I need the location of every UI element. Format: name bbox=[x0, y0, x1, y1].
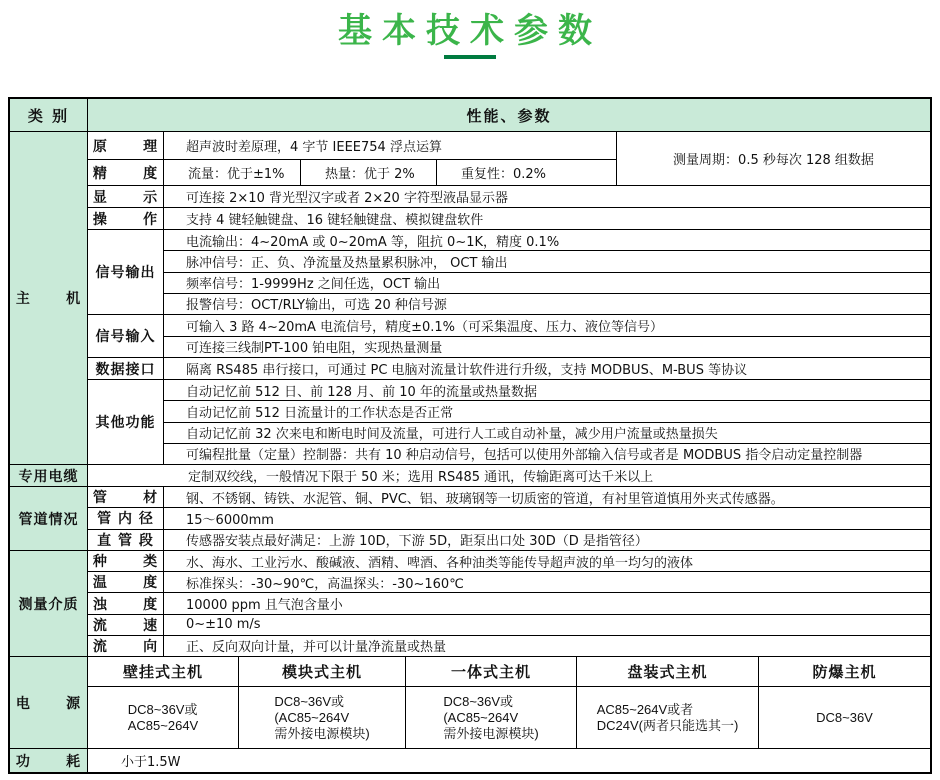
section-power bbox=[10, 656, 930, 748]
host-signal-input-group bbox=[88, 314, 930, 357]
accuracy-repeatability: 重复性：0.2% bbox=[436, 160, 616, 185]
header-category: 类 别 bbox=[10, 99, 87, 131]
other-functions-memory-data: 自动记忆前 512 日、前 128 月、前 10 年的流量或热量数据 bbox=[186, 384, 537, 400]
power-value-explosion-proof bbox=[758, 687, 930, 748]
power-line: AC85~264V bbox=[127, 717, 199, 733]
other-functions-label: 其他功能 bbox=[95, 415, 156, 431]
section-medium bbox=[10, 550, 930, 656]
host-label: 主 机 bbox=[10, 132, 87, 464]
power-line: DC24V(两者只能选其一) bbox=[596, 717, 739, 733]
signal-output-pulse: 脉冲信号：正、负、净流量及热量累积脉冲， OCT 输出 bbox=[164, 250, 930, 271]
consumption-value: 小于1.5W bbox=[87, 749, 930, 772]
power-value-panel-mounted bbox=[576, 687, 758, 748]
power-header-panel-mounted: 盘装式主机 bbox=[576, 657, 758, 686]
medium-velocity-row bbox=[88, 614, 930, 635]
section-consumption bbox=[10, 748, 930, 772]
page-header bbox=[0, 0, 940, 59]
pipe-rows bbox=[87, 487, 930, 550]
host-operation-row bbox=[88, 207, 930, 229]
pipe-straight-row bbox=[88, 529, 930, 550]
pipe-straight-value: 传感器安装点最好满足：上游 10D，下游 5D，距泵出口处 30D（D 是指管径） bbox=[163, 530, 930, 550]
pipe-material-label: 管 材 bbox=[92, 490, 159, 507]
medium-velocity-label: 流 速 bbox=[92, 617, 159, 634]
title-underline bbox=[444, 55, 496, 59]
section-host bbox=[10, 131, 930, 464]
power-value-wall-mounted bbox=[88, 687, 238, 748]
host-body bbox=[87, 132, 930, 464]
power-header-row bbox=[88, 657, 930, 686]
power-line: DC8~36V或 bbox=[443, 693, 514, 709]
medium-velocity-value: 0~±10 m/s bbox=[163, 615, 930, 635]
power-header-explosion-proof: 防爆主机 bbox=[758, 657, 930, 686]
pipe-material-row bbox=[88, 487, 930, 507]
principle-label: 原 理 bbox=[92, 138, 159, 155]
signal-output-current: 电流输出：4~20mA 或 0~20mA 等，阻抗 0~1K，精度 0.1% bbox=[186, 234, 560, 250]
host-other-functions-group bbox=[88, 379, 930, 464]
power-value-modular bbox=[238, 687, 405, 748]
signal-output-frequency: 频率信号：1-9999Hz 之间任选，OCT 输出 bbox=[164, 272, 930, 293]
other-functions-memory-status: 自动记忆前 512 日流量计的工作状态是否正常 bbox=[164, 400, 930, 421]
medium-type-value: 水、海水、工业污水、酸碱液、酒精、啤酒、各种油类等能传导超声波的单一均匀的液体 bbox=[163, 551, 930, 571]
signal-input-pt100: 可连接三线制PT-100 铂电阻，实现热量测量 bbox=[164, 336, 930, 358]
principle-value: 超声波时差原理，4 字节 IEEE754 浮点运算 bbox=[186, 140, 442, 155]
power-header-wall-mounted: 壁挂式主机 bbox=[122, 663, 203, 681]
power-value-row bbox=[88, 686, 930, 748]
power-header-modular: 模块式主机 bbox=[238, 657, 405, 686]
data-interface-label: 数据接口 bbox=[95, 361, 156, 378]
medium-temperature-label: 温 度 bbox=[92, 575, 159, 592]
cable-label: 专用电缆 bbox=[10, 465, 87, 486]
host-principle-accuracy-labels bbox=[88, 132, 163, 185]
medium-direction-label: 流 向 bbox=[92, 638, 159, 655]
spec-table bbox=[8, 97, 932, 774]
pipe-diameter-label: 管 内 径 bbox=[97, 511, 154, 528]
pipe-straight-label: 直 管 段 bbox=[97, 532, 154, 549]
data-interface-value: 隔离 RS485 串行接口，可通过 PC 电脑对流量计软件进行升级，支持 MODBUS、M-BUS 等协议 bbox=[163, 358, 930, 379]
accuracy-cells bbox=[164, 159, 616, 185]
operation-label: 操 作 bbox=[92, 211, 159, 228]
accuracy-heat: 热量：优于 2% bbox=[300, 160, 436, 185]
cable-value: 定制双绞线，一般情况下限于 50 米；选用 RS485 通讯，传输距离可达千米以上 bbox=[87, 465, 930, 486]
medium-type-row bbox=[88, 551, 930, 571]
accuracy-flow: 流量：优于±1% bbox=[188, 167, 285, 182]
power-line: DC8~36V bbox=[816, 709, 873, 725]
table-header-row bbox=[10, 99, 930, 131]
signal-input-items bbox=[163, 315, 930, 357]
signal-output-label: 信号输出 bbox=[95, 265, 156, 281]
signal-output-items bbox=[163, 230, 930, 314]
medium-turbidity-label: 浊 度 bbox=[92, 596, 159, 613]
signal-input-label: 信号输入 bbox=[95, 329, 156, 345]
section-cable bbox=[10, 464, 930, 486]
power-line: (AC85~264V bbox=[443, 709, 519, 725]
signal-output-alarm: 报警信号：OCT/RLY输出，可选 20 种信号源 bbox=[164, 293, 930, 314]
medium-turbidity-value: 10000 ppm 且气泡含量小 bbox=[163, 593, 930, 613]
power-line: 需外接电源模块) bbox=[443, 725, 539, 741]
power-line: 需外接电源模块) bbox=[274, 725, 370, 741]
signal-input-current: 可输入 3 路 4~20mA 电流信号，精度±0.1%（可采集温度、压力、液位等信号） bbox=[186, 319, 663, 335]
host-display-row bbox=[88, 185, 930, 207]
power-header-integrated: 一体式主机 bbox=[405, 657, 576, 686]
host-principle-accuracy-block bbox=[88, 132, 930, 185]
power-line: (AC85~264V bbox=[274, 709, 350, 725]
host-data-interface-row bbox=[88, 357, 930, 379]
medium-temperature-value: 标准探头：-30~90℃，高温探头：-30~160℃ bbox=[163, 572, 930, 592]
display-label: 显 示 bbox=[92, 189, 159, 206]
power-label: 电 源 bbox=[10, 657, 87, 748]
other-functions-batch-controller: 可编程批量（定量）控制器：共有 10 种启动信号，包括可以使用外部输入信号或者是 MODBUS 指令启动定量控制器 bbox=[164, 443, 930, 464]
page-title: 基本技术参数 bbox=[338, 11, 602, 51]
operation-value: 支持 4 键轻触键盘、16 键轻触键盘、模拟键盘软件 bbox=[163, 208, 930, 229]
power-body bbox=[87, 657, 930, 748]
medium-temperature-row bbox=[88, 571, 930, 592]
medium-direction-value: 正、反向双向计量，并可以计量净流量或热量 bbox=[163, 636, 930, 656]
medium-turbidity-row bbox=[88, 592, 930, 613]
medium-rows bbox=[87, 551, 930, 656]
measure-cycle-cell: 测量周期：0.5 秒每次 128 组数据 bbox=[616, 132, 930, 185]
power-line: DC8~36V或 bbox=[127, 701, 198, 717]
accuracy-label: 精 度 bbox=[88, 159, 163, 185]
medium-label: 测量介质 bbox=[10, 551, 87, 656]
section-pipe bbox=[10, 486, 930, 550]
medium-type-label: 种 类 bbox=[92, 554, 159, 571]
host-signal-output-group bbox=[88, 229, 930, 314]
power-line: AC85~264V或者 bbox=[596, 701, 694, 717]
power-value-integrated bbox=[405, 687, 576, 748]
display-value: 可连接 2×10 背光型汉字或者 2×20 字符型液晶显示器 bbox=[163, 186, 930, 207]
pipe-diameter-value: 15～6000mm bbox=[163, 508, 930, 528]
host-principle-accuracy-values bbox=[163, 132, 616, 185]
medium-direction-row bbox=[88, 635, 930, 656]
other-functions-items bbox=[163, 380, 930, 464]
consumption-label: 功 耗 bbox=[10, 749, 87, 772]
pipe-label: 管道情况 bbox=[10, 487, 87, 550]
other-functions-power-memory: 自动记忆前 32 次来电和断电时间及流量，可进行人工或自动补量，减少用户流量或热量损失 bbox=[164, 422, 930, 443]
power-line: DC8~36V或 bbox=[274, 693, 345, 709]
pipe-diameter-row bbox=[88, 507, 930, 528]
pipe-material-value: 钢、不锈钢、铸铁、水泥管、铜、PVC、铝、玻璃钢等一切质密的管道，有衬里管道慎用外夹式传感器。 bbox=[163, 487, 930, 507]
header-params: 性能、参数 bbox=[87, 99, 930, 131]
